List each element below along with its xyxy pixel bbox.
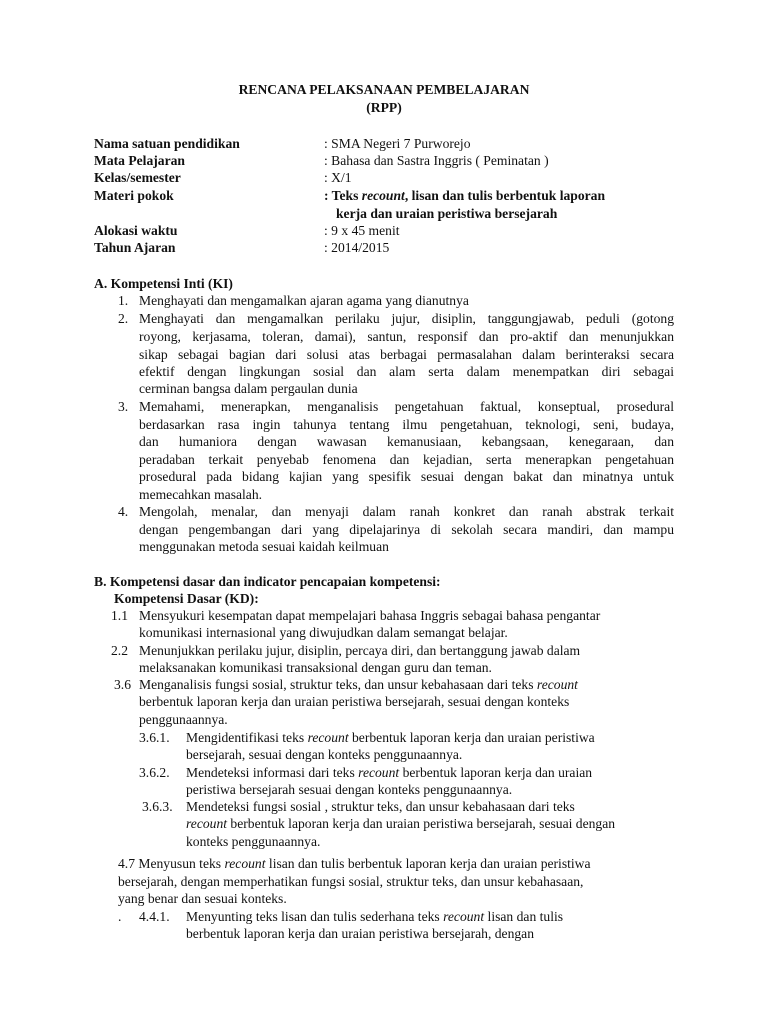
indicator-text: bersejarah, sesuai dengan konteks penggunaannya. — [186, 747, 463, 762]
list-text: royong, kerjasama, toleran, damai), santun, responsif dan pro-aktif dan menunjukkan — [139, 329, 674, 344]
indicator-text — [186, 908, 563, 925]
kd-text-part: Menganalisis fungsi sosial, struktur teks, dan unsur kebahasaan dari teks — [139, 677, 537, 692]
kd-text: penggunaannya. — [139, 712, 228, 727]
value-italic: recount — [361, 188, 405, 203]
list-text: cerminan bangsa dalam pergaulan dunia — [139, 381, 358, 396]
indicator-text: berbentuk laporan kerja dan uraian peristiwa bersejarah, dengan — [186, 926, 534, 941]
list-number: 1. — [118, 293, 129, 308]
kd-number: 3.6 — [114, 677, 131, 692]
indicator-text: peristiwa bersejarah sesuai dengan konteks penggunaannya. — [186, 782, 513, 797]
list-number: 4. — [118, 504, 129, 519]
list-bullet: . — [118, 909, 122, 924]
list-text: Menghayati dan mengamalkan ajaran agama yang dianutnya — [139, 293, 469, 308]
indicator-text-italic: recount — [186, 816, 228, 831]
list-text: Menghayati dan mengamalkan perilaku jujur, disiplin, tanggungjawab, peduli (gotong — [139, 311, 674, 326]
kd-text-part: lisan dan tulis berbentuk laporan kerja dan uraian peristiwa — [265, 856, 591, 871]
page-title: RENCANA PELAKSANAAN PEMBELAJARAN — [238, 82, 530, 97]
list-text: dan humaniora dengan wawasan kemanusiaan, kebangsaan, kenegaraan, dan — [139, 434, 674, 449]
indicator-text: Mendeteksi fungsi sosial , struktur teks, dan unsur kebahasaan dari teks — [186, 799, 575, 814]
page-subtitle: (RPP) — [366, 100, 402, 115]
list-text: peradaban terkait penyebab fenomena dan kejadian, serta menerapkan pengetahuan — [139, 452, 674, 467]
identity-label: Tahun Ajaran — [94, 240, 176, 255]
indicator-number: 3.6.3. — [142, 799, 173, 814]
indicator-text-italic: recount — [443, 909, 485, 924]
list-text: sikap sebagai bagian dari solusi atas berbagai permasalahan dalam berinteraksi secara — [139, 347, 674, 362]
indicator-text-part: Mengidentifikasi teks — [186, 730, 308, 745]
identity-value: : SMA Negeri 7 Purworejo — [324, 136, 471, 151]
identity-label: Materi pokok — [94, 188, 174, 203]
section-b-heading: B. Kompetensi dasar dan indicator pencapaian kompetensi: — [94, 574, 441, 589]
kd-text-italic: recount — [536, 677, 578, 692]
indicator-text-part: berbentuk laporan kerja dan uraian peristiwa — [348, 730, 595, 745]
list-number: 3. — [118, 399, 129, 414]
kd-number: 1.1 — [111, 608, 128, 623]
identity-label: Nama satuan pendidikan — [94, 136, 240, 151]
indicator-number: 3.6.1. — [139, 730, 170, 745]
identity-label: Alokasi waktu — [94, 223, 178, 238]
indicator-text-part: Mendeteksi informasi dari teks — [186, 765, 359, 780]
indicator-text: konteks penggunaannya. — [186, 834, 321, 849]
identity-value — [324, 187, 605, 204]
list-number: 2. — [118, 311, 129, 326]
indicator-number: 3.6.2. — [139, 765, 170, 780]
kd-text: bersejarah, dengan memperhatikan fungsi sosial, struktur teks, dan unsur kebahasaan, — [118, 874, 584, 889]
indicator-text — [186, 729, 595, 746]
kd-text — [118, 855, 591, 872]
list-text: efektif dengan lingkungan sosial dan alam serta dalam menempatkan diri sebagai — [139, 364, 674, 379]
kd-text-part: 4.7 Menyusun teks — [118, 856, 225, 871]
kd-text: berbentuk laporan kerja dan uraian peristiwa bersejarah, sesuai dengan konteks — [139, 694, 570, 709]
kd-text: Mensyukuri kesempatan dapat mempelajari bahasa Inggris sebagai bahasa pengantar — [139, 608, 601, 623]
kd-text: komunikasi internasional yang diwujudkan dalam semangat belajar. — [139, 625, 508, 640]
kd-text — [139, 676, 578, 693]
kd-number: 2.2 — [111, 643, 128, 658]
value-text: : Teks — [324, 188, 362, 203]
indicator-number: 4.4.1. — [139, 909, 170, 924]
identity-label: Mata Pelajaran — [94, 153, 185, 168]
identity-value: : X/1 — [324, 170, 352, 185]
identity-value: : 2014/2015 — [324, 240, 390, 255]
kd-text: yang benar dan sesuai konteks. — [118, 891, 287, 906]
kd-text: Menunjukkan perilaku jujur, disiplin, percaya diri, dan bertanggung jawab dalam — [139, 643, 581, 658]
indicator-text-part: berbentuk laporan kerja dan uraian — [399, 765, 593, 780]
value-text: , lisan dan tulis berbentuk laporan — [404, 188, 606, 203]
list-text: berdasarkan rasa ingin tahunya tentang ilmu pengetahuan, teknologi, seni, budaya, — [139, 417, 674, 432]
indicator-text-italic: recount — [358, 765, 400, 780]
list-text: menggunakan metoda sesuai kaidah keilmuan — [139, 539, 389, 554]
indicator-text-part: lisan dan tulis — [484, 909, 564, 924]
list-text: memecahkan masalah. — [139, 487, 263, 502]
indicator-text-italic: recount — [307, 730, 349, 745]
section-a-heading: A. Kompetensi Inti (KI) — [94, 276, 233, 291]
identity-value-continued: kerja dan uraian peristiwa bersejarah — [336, 206, 558, 221]
kd-text: melaksanakan komunikasi transaksional dengan guru dan teman. — [139, 660, 492, 675]
identity-value: : 9 x 45 menit — [324, 223, 400, 238]
kd-text-italic: recount — [224, 856, 266, 871]
list-text: prosedural pada bidang kajian yang spesifik sesuai dengan bakat dan minatnya untuk — [139, 469, 674, 484]
identity-value: : Bahasa dan Sastra Inggris ( Peminatan ) — [324, 153, 549, 168]
section-b-subheading: Kompetensi Dasar (KD): — [114, 591, 259, 606]
list-text: dengan pengembangan dari yang dipelajarinya di sekolah secara mandiri, dan mampu — [139, 522, 674, 537]
indicator-text — [186, 815, 615, 832]
list-text: Mengolah, menalar, dan menyaji dalam ranah konkret dan ranah abstrak terkait — [139, 504, 674, 519]
identity-label: Kelas/semester — [94, 170, 181, 185]
indicator-text — [186, 764, 592, 781]
list-text: Memahami, menerapkan, menganalisis pengetahuan faktual, konseptual, prosedural — [139, 399, 674, 414]
indicator-text-part: Menyunting teks lisan dan tulis sederhana teks — [186, 909, 444, 924]
indicator-text-part: berbentuk laporan kerja dan uraian peristiwa bersejarah, sesuai dengan — [227, 816, 616, 831]
